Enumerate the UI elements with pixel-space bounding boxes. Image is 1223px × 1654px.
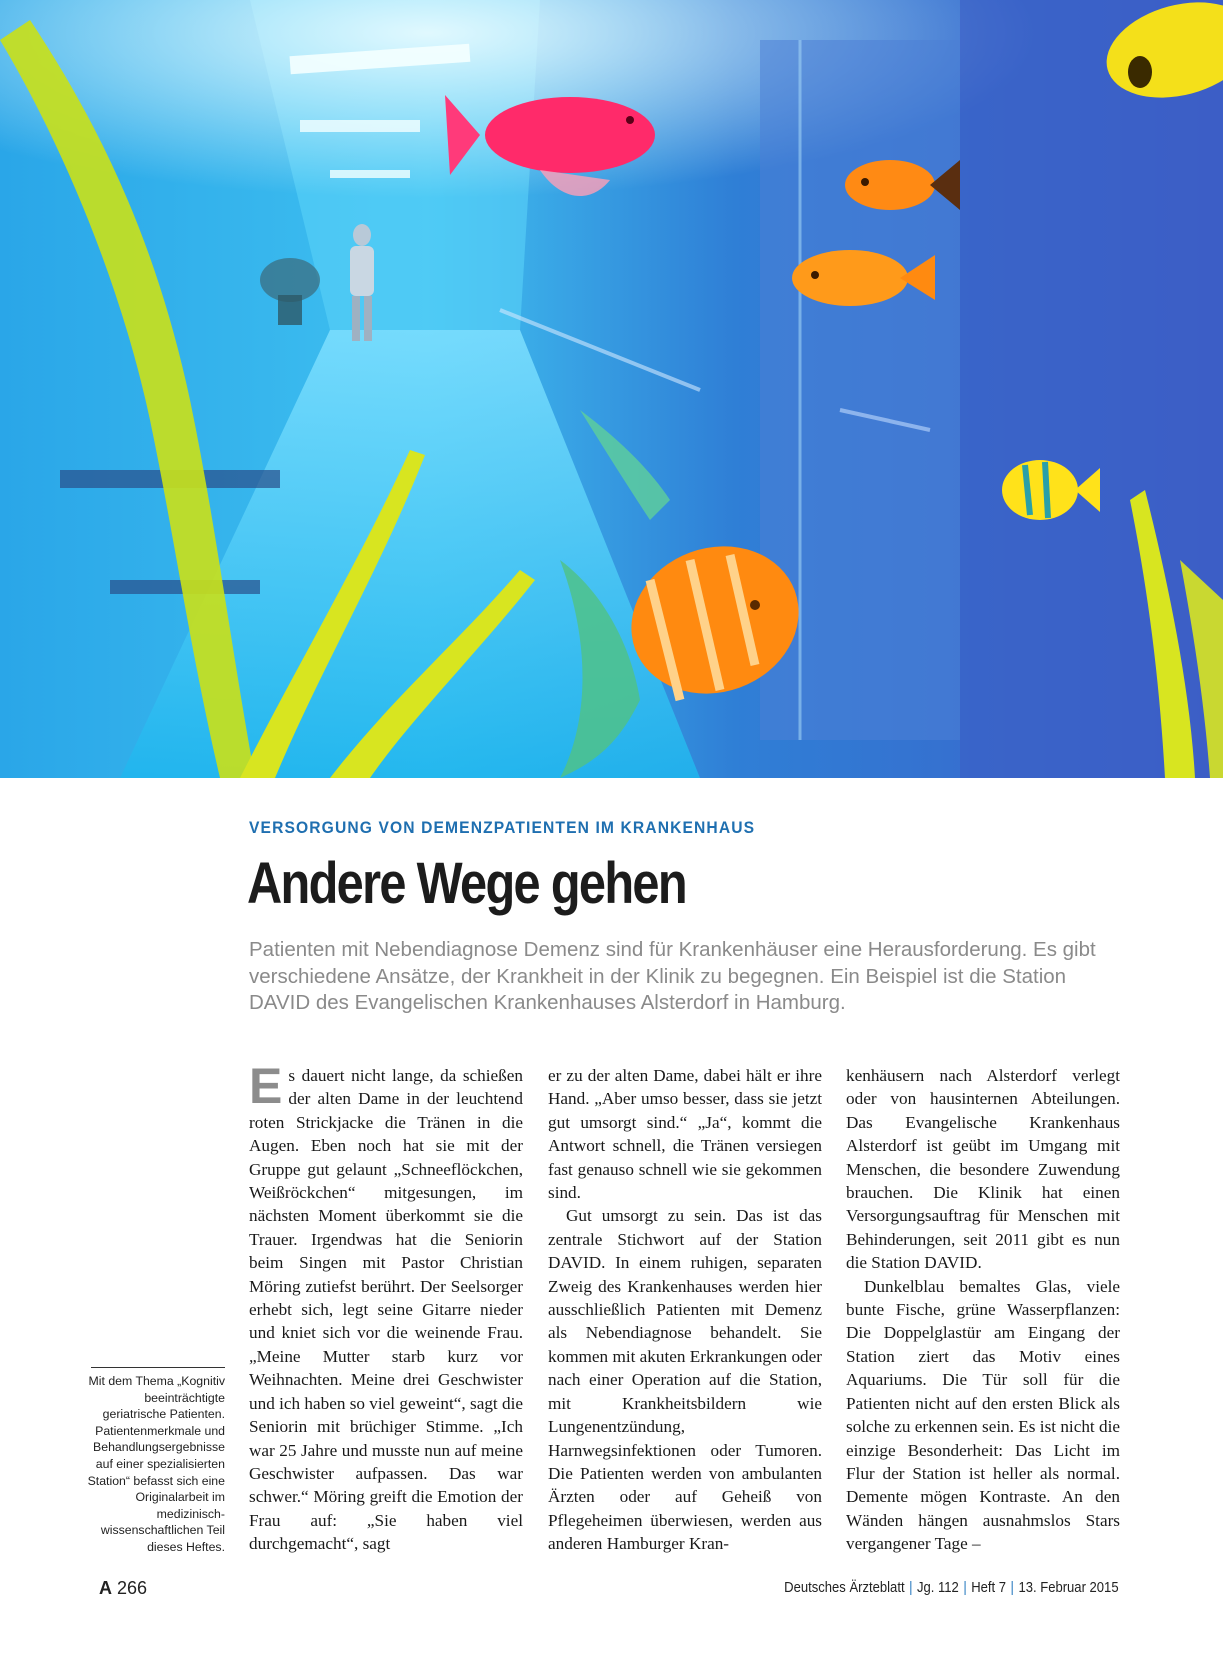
body-column-2 <box>548 1064 822 1556</box>
body-paragraph: kenhäusern nach Alsterdorf verlegt oder von hausinternen Abteilungen. Das Evangelische Krankenhaus Alsterdorf ist geübt im Umgang mit Menschen, die besondere Zuwendung brauchen. Die Klinik hat einen Versorgungsauftrag für Menschen mit Behinderungen, seit 2011 gibt es nun die Station DAVID. <box>846 1066 1120 1273</box>
journal-date: 13. Februar 2015 <box>1018 1580 1119 1596</box>
article-lead: Patienten mit Nebendiagnose Demenz sind für Krankenhäuser eine Herausforderung. Es gibt verschiedene Ansätze, der Krankheit in der Klinik zu begegnen. Ein Beispiel ist die Station DAVID des Evangelischen Krankenhauses Alsterdorf in Hamburg. <box>249 938 1096 1014</box>
body-paragraph <box>249 1058 523 1556</box>
aquarium-door-illustration <box>0 0 1223 778</box>
journal-volume: Jg. 112 <box>917 1580 960 1596</box>
body-column-3 <box>846 1064 1120 1556</box>
footer-separator: | <box>963 1580 968 1596</box>
page-prefix: A <box>99 1578 112 1598</box>
drop-cap: E <box>249 1058 283 1114</box>
caption-rule <box>91 1367 225 1368</box>
body-column-1 <box>249 1058 523 1556</box>
hero-photo <box>0 0 1223 778</box>
side-caption: Mit dem Thema „Kognitiv beeinträchtigte geriatrische Patienten. Patientenmerkmale und Behandlungsergebnisse auf einer spezialisierten Station“ befasst sich eine Originalarbeit im medizinisch-wissenschaftlichen Teil dieses Heftes. <box>87 1374 225 1554</box>
section-kicker: VERSORGUNG VON DEMENZPATIENTEN IM KRANKENHAUS <box>249 818 756 837</box>
page-folio <box>99 1578 147 1599</box>
journal-footer <box>785 1580 1119 1596</box>
body-paragraph: Dunkelblau bemaltes Glas, viele bunte Fische, grüne Wasserpflanzen: Die Doppelglastür am Eingang der Station ziert das Motiv eines Aquariums. Die Tür soll für die Patienten nicht auf den ersten Blick als solche zu erkennen sein. Es ist nicht die einzige Besonderheit: Das Licht im Flur der Station ist heller als normal. Demente mögen Kontraste. An den Wänden hängen ausnahmslos Stars vergangener Tage – <box>846 1276 1120 1554</box>
footer-separator: | <box>909 1580 913 1596</box>
article-title: Andere Wege gehen <box>247 851 686 916</box>
page-number: 266 <box>117 1578 148 1598</box>
paragraph-text: s dauert nicht lange, da schießen der alten Dame in der leuchtend roten Strickjacke die Tränen in die Augen. Eben noch hat sie mit der Gruppe gut gelaunt „Schneeflöckchen, Weißröckchen“ mitgesungen, im nächsten Moment überkommt sie die Trauer. Irgendwas hat die Seniorin beim Singen mit Pastor Christian Möring zutiefst berührt. Der Seelsorger erhebt sich, legt seine Gitarre nieder und kniet sich vor die weinende Frau. „Meine Mutter starb kurz vor Weihnachten. Meine drei Geschwister und ich haben so viel geweint“, sagt die Seniorin mit brüchiger Stimme. „Ich war 25 Jahre und musste nun auf meine Geschwister aufpassen. Das war schwer.“ Möring greift die Emotion der Frau auf: „Sie haben viel durchgemacht“, sagt <box>249 1066 523 1554</box>
journal-name: Deutsches Ärzteblatt <box>784 1580 905 1596</box>
body-paragraph: er zu der alten Dame, dabei hält er ihre Hand. „Aber umso besser, dass sie jetzt gut umsorgt sind.“ „Ja“, kommt die Antwort schnell, die Tränen versiegen fast genauso schnell wie sie gekommen sind. <box>548 1066 822 1203</box>
journal-issue: Heft 7 <box>971 1580 1007 1596</box>
body-paragraph: Gut umsorgt zu sein. Das ist das zentrale Stichwort auf der Station DAVID. In einem ruhigen, separaten Zweig des Krankenhauses werden hier ausschließlich Patienten mit Demenz als Nebendiagnose behandelt. Sie kommen mit akuten Erkrankungen oder nach einer Operation auf die Station, mit Krankheitsbildern wie Lungenentzündung, Harnwegsinfektionen oder Tumoren. Die Patienten werden von ambulanten Ärzten oder auf Geheiß von Pflegeheimen überwiesen, werden aus anderen Hamburger Kran- <box>548 1206 822 1554</box>
footer-separator: | <box>1010 1580 1015 1596</box>
